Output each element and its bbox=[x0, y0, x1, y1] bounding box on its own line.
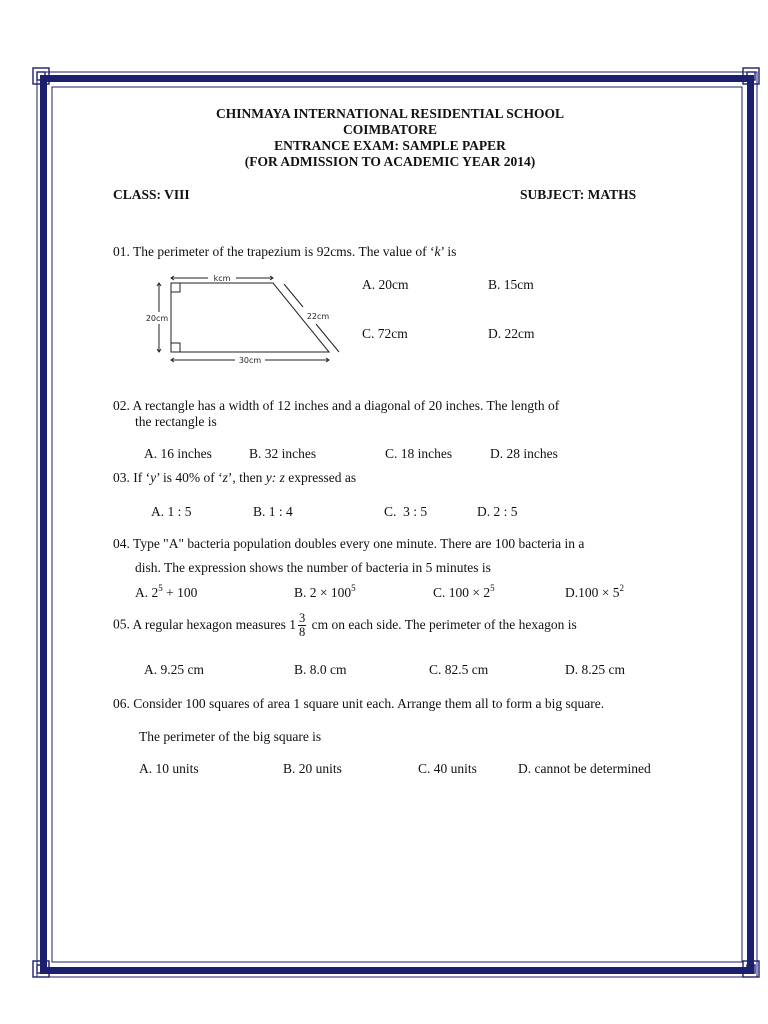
option-d: $D.100 \times 5^2$ bbox=[565, 583, 624, 600]
option-a: A. 10 units bbox=[139, 761, 199, 776]
question-2-cont: the rectangle is bbox=[135, 414, 217, 429]
question-number: 02. bbox=[113, 398, 130, 413]
question-number: 01. bbox=[113, 244, 130, 259]
question-6 bbox=[113, 696, 604, 712]
question-text: If ‘y’ is 40% of ‘z’, then y: z expressed as bbox=[133, 470, 357, 485]
option-b: B. 15cm bbox=[488, 277, 534, 292]
question-5 bbox=[113, 612, 577, 639]
school-name: CHINMAYA INTERNATIONAL RESIDENTIAL SCHOOL bbox=[216, 106, 564, 121]
question-number: 03. bbox=[113, 470, 130, 485]
question-3 bbox=[113, 470, 356, 486]
option-d: D. cannot be determined bbox=[518, 761, 651, 776]
option-d: D. 2 : 5 bbox=[477, 504, 518, 519]
question-6-cont: The perimeter of the big square is bbox=[139, 729, 322, 744]
question-2 bbox=[113, 398, 559, 414]
question-number: 04. bbox=[113, 536, 130, 551]
option-b: B. $2 \times 100^5$ bbox=[294, 583, 356, 600]
option-b: B. 32 inches bbox=[249, 446, 317, 461]
label-top: kcm bbox=[213, 274, 231, 283]
question-text: Type "A" bacteria population doubles every one minute. There are 100 bacteria in a bbox=[133, 536, 585, 551]
option-a: A. 1 : 5 bbox=[151, 504, 192, 519]
label-left: 20cm bbox=[145, 314, 169, 323]
label-slant: 22cm bbox=[306, 312, 330, 321]
option-b: B. 20 units bbox=[283, 761, 342, 776]
school-city: COIMBATORE bbox=[342, 122, 437, 137]
option-d: D. 22cm bbox=[488, 326, 535, 341]
option-a: A. $2^5 + 100$ bbox=[135, 583, 198, 600]
question-text: A regular hexagon measures 1 $\frac{3}{8}$ cm on each side. The perimeter of the hexagon is bbox=[132, 611, 577, 639]
option-c: C. 3 : 5 bbox=[384, 504, 428, 519]
question-text: A rectangle has a width of 12 inches and a diagonal of 20 inches. The length of bbox=[132, 398, 560, 413]
option-a: A. 9.25 cm bbox=[144, 662, 204, 677]
exam-title: ENTRANCE EXAM: SAMPLE PAPER bbox=[274, 138, 506, 153]
fraction: $\frac{3}{8}$ bbox=[298, 611, 306, 639]
question-4-cont: dish. The expression shows the number of bacteria in 5 minutes is bbox=[135, 560, 491, 575]
option-c: C. 72cm bbox=[362, 326, 408, 341]
option-c: C. $100 \times 2^5$ bbox=[433, 583, 495, 600]
class-label: CLASS: VIII bbox=[113, 187, 190, 202]
trapezium-figure bbox=[143, 268, 343, 370]
option-c: C. 18 inches bbox=[385, 446, 453, 461]
option-d: D. 8.25 cm bbox=[565, 662, 625, 677]
option-c: C. 40 units bbox=[418, 761, 477, 776]
subject-label: SUBJECT: MATHS bbox=[520, 187, 637, 202]
label-bottom: 30cm bbox=[238, 356, 262, 365]
admission-year: (FOR ADMISSION TO ACADEMIC YEAR 2014) bbox=[244, 154, 536, 169]
question-text: The perimeter of the trapezium is 92cms. The value of ‘k’ is bbox=[133, 244, 457, 259]
question-text: Consider 100 squares of area 1 square unit each. Arrange them all to form a big square. bbox=[133, 696, 605, 711]
option-a: A. 16 inches bbox=[144, 446, 212, 461]
option-a: A. 20cm bbox=[362, 277, 409, 292]
question-4 bbox=[113, 536, 584, 552]
option-b: B. 1 : 4 bbox=[253, 504, 293, 519]
question-number: 05. bbox=[113, 616, 130, 632]
question-1 bbox=[113, 244, 456, 260]
option-c: C. 82.5 cm bbox=[429, 662, 489, 677]
option-d: D. 28 inches bbox=[490, 446, 558, 461]
question-number: 06. bbox=[113, 696, 130, 711]
option-b: B. 8.0 cm bbox=[294, 662, 347, 677]
